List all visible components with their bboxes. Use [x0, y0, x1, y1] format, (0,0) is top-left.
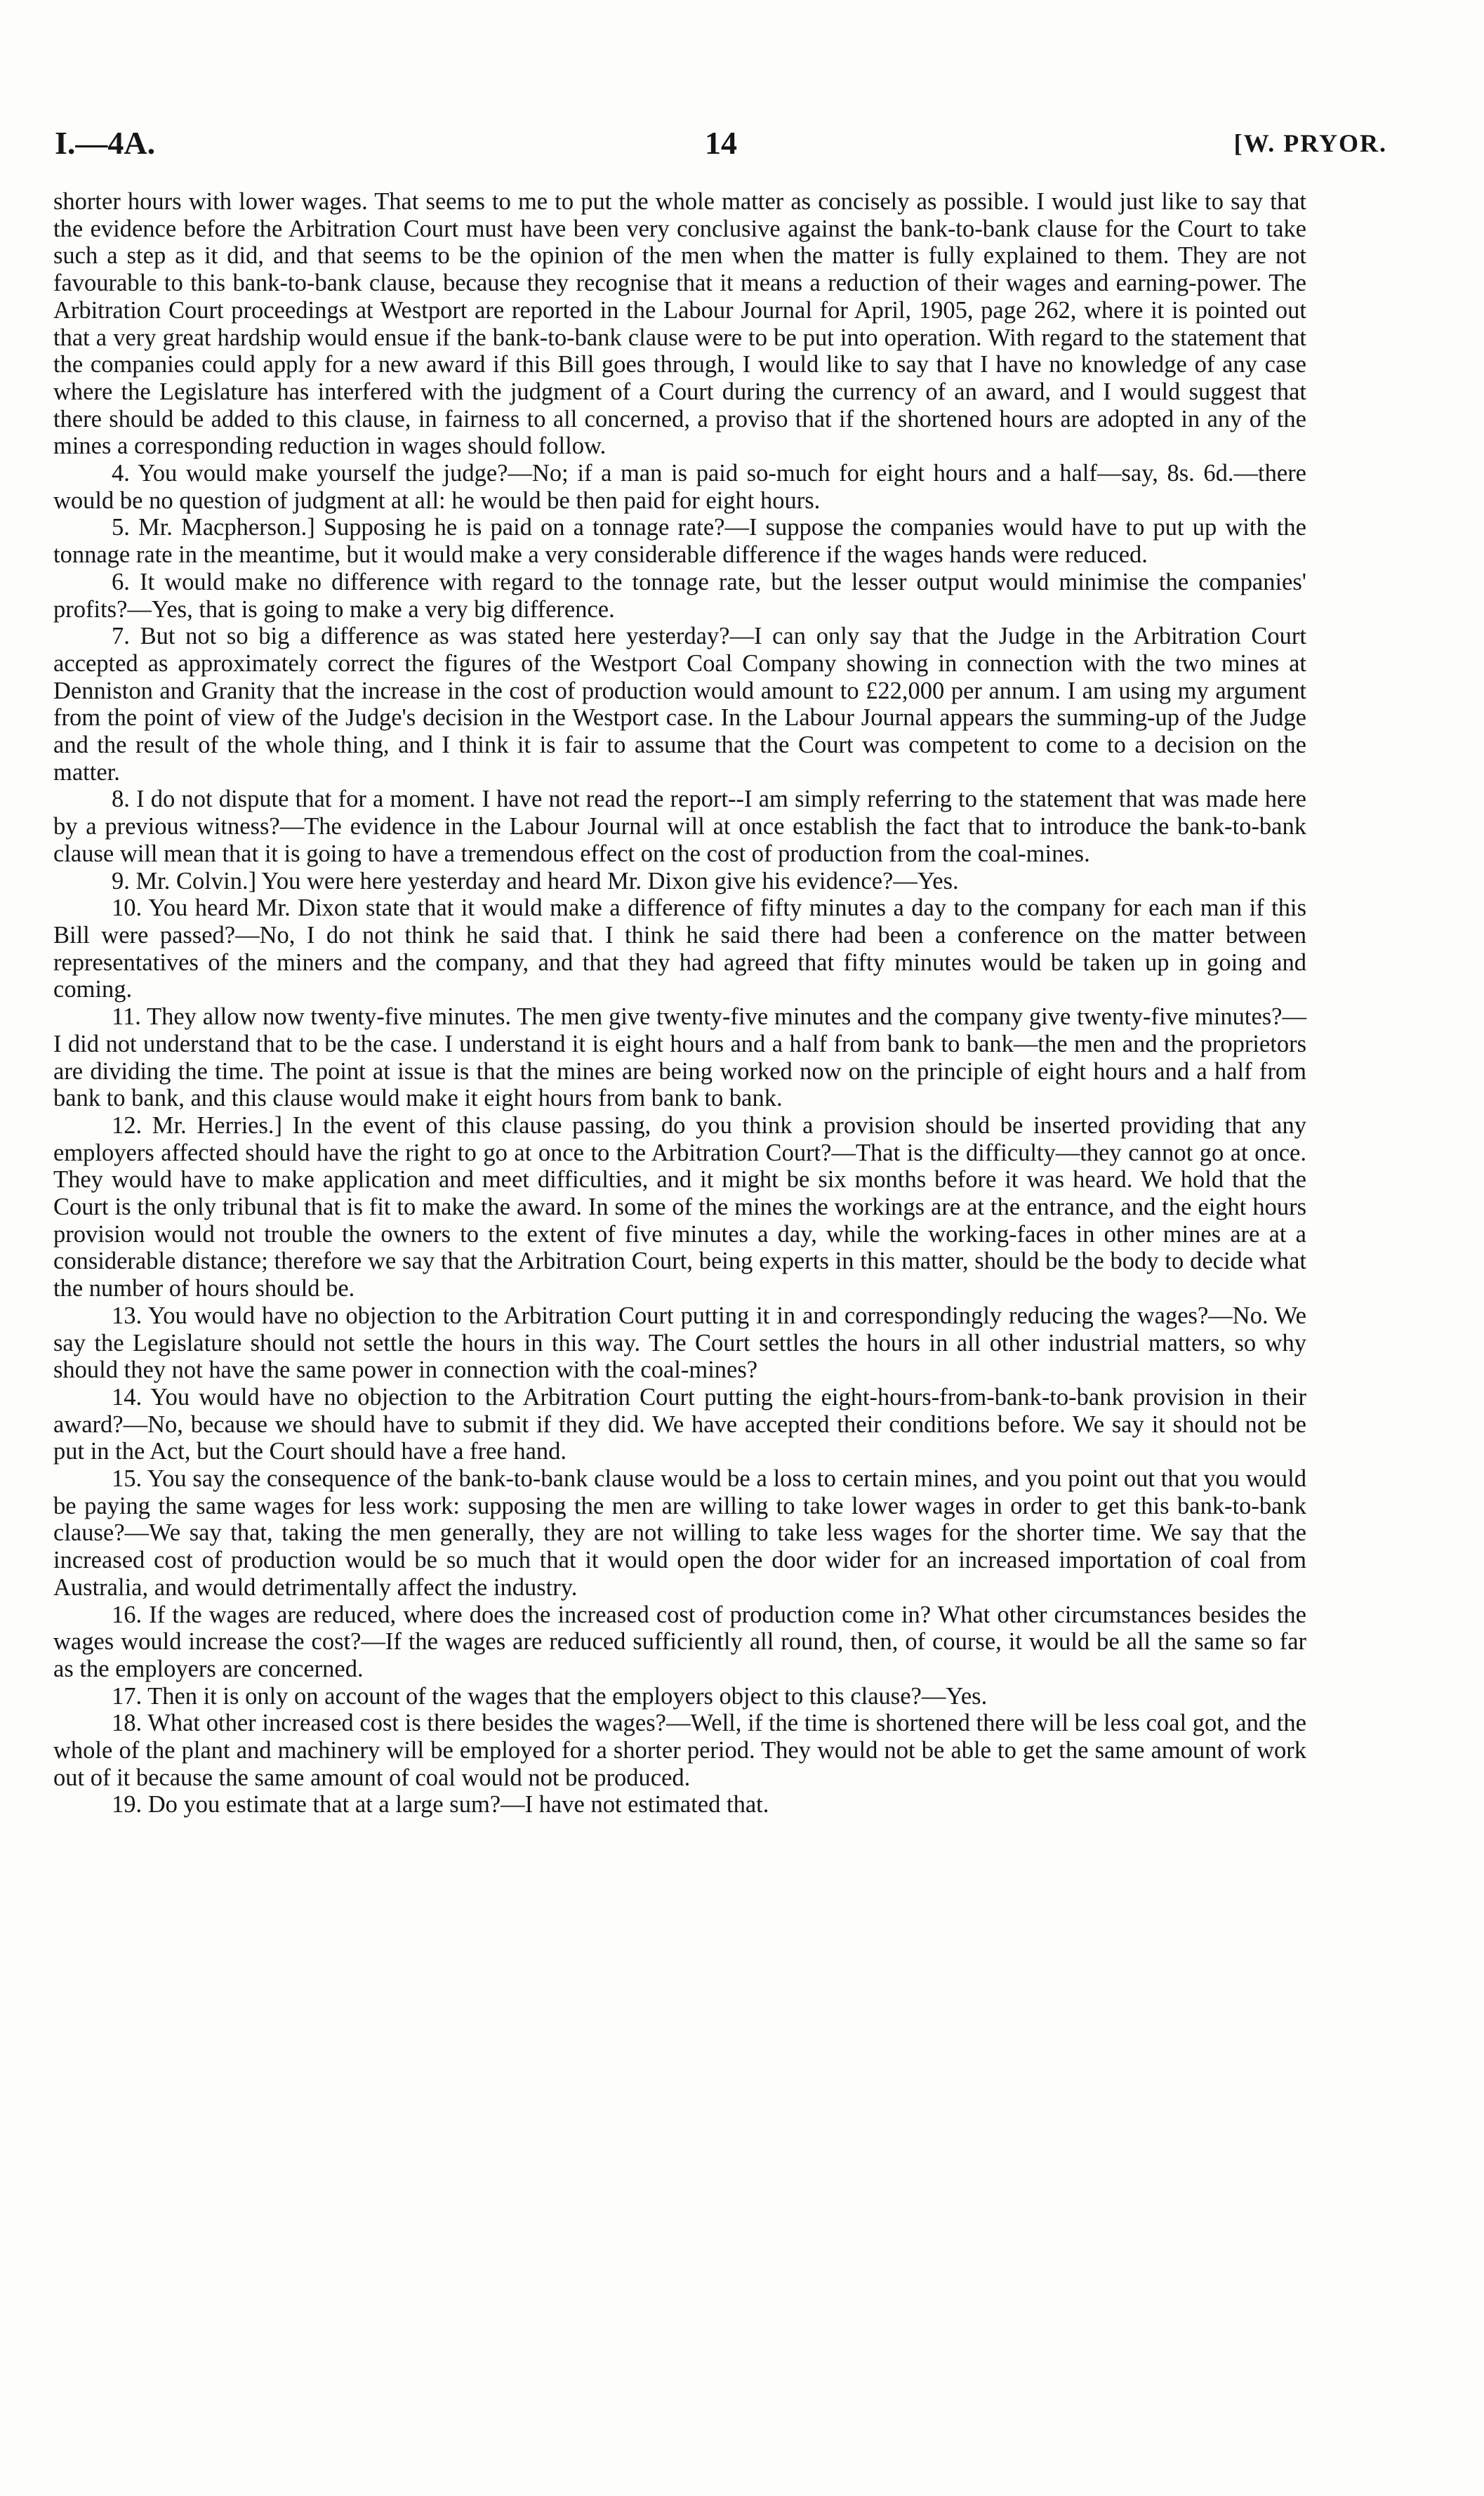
question-paragraph-8: 8. I do not dispute that for a moment. I have not read the report--I am simply referring to the statement that was made here by a previous witness?—The evidence in the Labour Journal will at once establish the fact that to introduce the bank-to-bank clause will mean that it is going to have a tremendous effect on the cost of production from the coal-mines. — [53, 786, 1306, 867]
question-paragraph-15: 15. You say the consequence of the bank-to-bank clause would be a loss to certain mines, and you point out that you would be paying the same wages for less work: supposing the men are willing to take lower wages in order to get this bank-to-bank clause?—We say that, taking the men generally, they are not willing to take less wages for the shorter time. We say that the increased cost of production would be so much that it would open the door wider for an increased importation of coal from Australia, and would detrimentally affect the industry. — [53, 1465, 1306, 1601]
page-number: 14 — [705, 125, 737, 161]
question-paragraph-12: 12. Mr. Herries.] In the event of this clause passing, do you think a provision should be inserted providing that any employers affected should have the right to go at once to the Arbitration Court?—That is the difficulty—they cannot go at once. They would have to make application and meet difficulties, and it might be six months before it was heard. We hold that the Court is the only tribunal that is fit to make the award. In some of the mines the workings are at the entrance, and the eight hours provision would not trouble the owners to the extent of five minutes a day, while the working-faces in other mines are at a considerable distance; therefore we say that the Arbitration Court, being experts in this matter, should be the body to decide what the number of hours should be. — [53, 1111, 1306, 1302]
question-paragraph-19: 19. Do you estimate that at a large sum?—I have not estimated that. — [112, 1791, 769, 1818]
question-paragraph-17: 17. Then it is only on account of the wages that the employers object to this clause?—Yes. — [112, 1682, 988, 1710]
question-paragraph-10: 10. You heard Mr. Dixon state that it would make a difference of fifty minutes a day to the company for each man if this Bill were passed?—No, I do not think he said that. I think he said there had been a conference on the matter between representatives of the miners and the company, and that they had agreed that fifty minutes would be taken up in going and coming. — [53, 894, 1306, 1003]
question-paragraph-4: 4. You would make yourself the judge?—No; if a man is paid so-much for eight hours and a half—say, 8s. 6d.—there would be no question of judgment at all: he would be then paid for eight hours. — [53, 460, 1306, 514]
document-body — [53, 188, 1306, 1818]
question-paragraph-7: 7. But not so big a difference as was stated here yesterday?—I can only say that the Judge in the Arbitration Court accepted as approximately correct the figures of the Westport Coal Company showing in connection with the two mines at Denniston and Granity that the increase in the cost of production would amount to £22,000 per annum. I am using my argument from the point of view of the Judge's decision in the Westport case. In the Labour Journal appears the summing-up of the Judge and the result of the whole thing, and I think it is fair to assume that the Court was competent to come to a decision on the matter. — [53, 623, 1306, 786]
question-paragraph-18: 18. What other increased cost is there besides the wages?—Well, if the time is shortened there will be less coal got, and the whole of the plant and machinery will be employed for a shorter period. They would not be able to get the same amount of work out of it because the same amount of coal would not be produced. — [53, 1710, 1306, 1791]
question-paragraph-11: 11. They allow now twenty-five minutes. The men give twenty-five minutes and the company give twenty-five minutes?—I did not understand that to be the case. I understand it is eight hours and a half from bank to bank—the men and the proprietors are dividing the time. The point at issue is that the mines are being worked now on the principle of eight hours and a half from bank to bank, and this clause would make it eight hours from bank to bank. — [53, 1003, 1306, 1112]
witness-name: [W. PRYOR. — [1233, 129, 1387, 157]
question-paragraph-5: 5. Mr. Macpherson.] Supposing he is paid on a tonnage rate?—I suppose the companies would have to put up with the tonnage rate in the meantime, but it would make a very considerable difference if the wages hands were reduced. — [53, 514, 1306, 569]
question-paragraph-9: 9. Mr. Colvin.] You were here yesterday and heard Mr. Dixon give his evidence?—Yes. — [112, 867, 959, 894]
question-paragraph-16: 16. If the wages are reduced, where does the increased cost of production come in? What other circumstances besides the wages would increase the cost?—If the wages are reduced sufficiently all round, then, of course, it would be all the same so far as the employers are concerned. — [53, 1601, 1306, 1682]
question-paragraph-13: 13. You would have no objection to the Arbitration Court putting it in and correspondingly reducing the wages?—No. We say the Legislature should not settle the hours in this way. The Court settles the hours in all other industrial matters, so why should they not have the same power in connection with the coal-mines? — [53, 1302, 1306, 1384]
intro-paragraph: shorter hours with lower wages. That seems to me to put the whole matter as concisely as possible. I would just like to say that the evidence before the Arbitration Court must have been very conclusive against the bank-to-bank clause for the Court to take such a step as it did, and that seems to be the opinion of the men when the matter is fully explained to them. They are not favourable to this bank-to-bank clause, because they recognise that it means a reduction of their wages and earning-power. The Arbitration Court proceedings at Westport are reported in the Labour Journal for April, 1905, page 262, where it is pointed out that a very great hardship would ensue if the bank-to-bank clause were to be put into operation. With regard to the statement that the companies could apply for a new award if this Bill goes through, I would like to say that I have no knowledge of any case where the Legislature has interfered with the judgment of a Court during the currency of an award, and I would suggest that there should be added to this clause, in fairness to all concerned, a proviso that if the shortened hours are adopted in any of the mines a corresponding reduction in wages should follow. — [53, 188, 1306, 460]
question-paragraph-14: 14. You would have no objection to the Arbitration Court putting the eight-hours-from-bank-to-bank provision in their award?—No, because we should have to submit if they did. We have accepted their conditions before. We say it should not be put in the Act, but the Court should have a free hand. — [53, 1383, 1306, 1465]
page-header — [55, 121, 1387, 166]
question-paragraph-6: 6. It would make no difference with regard to the tonnage rate, but the lesser output would minimise the companies' profits?—Yes, that is going to make a very big difference. — [53, 568, 1306, 623]
document-reference: I.—4A. — [55, 125, 156, 161]
